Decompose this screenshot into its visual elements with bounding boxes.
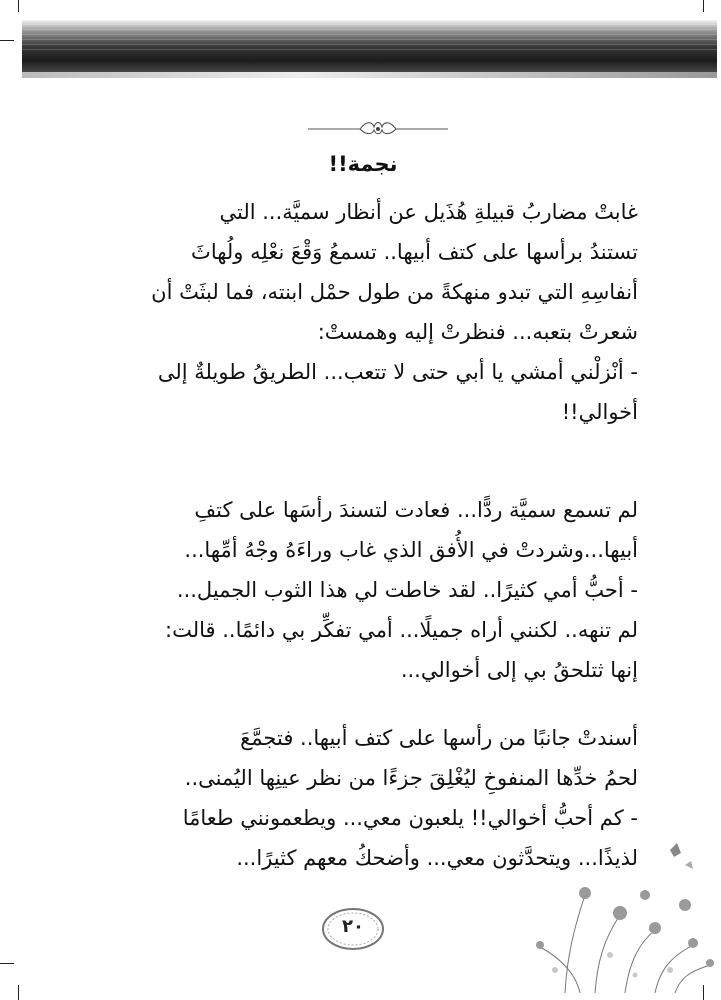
text-line: أخوالي!!	[561, 400, 638, 424]
text-line: أبيها...وشردتْ في الأُفق الذي غاب وراءَهُ وجْهُ أمِّها...	[184, 538, 638, 562]
crop-mark	[18, 0, 19, 12]
text-line: إنها ثتلحقُ بي إلى أخوالي...	[400, 658, 638, 682]
header-banner	[22, 20, 717, 78]
crop-mark	[0, 40, 14, 41]
crop-mark	[703, 0, 704, 12]
text-line: شعرتْ بتعبه... فنظرتْ إليه وهمستْ:	[317, 320, 638, 344]
text-line: - أحبُّ أمي كثيرًا.. لقد خاطت لي هذا الثوب الجميل...	[176, 578, 638, 602]
text-line: - أنْزلْني أمشي يا أبي حتى لا تتعب... الطريقُ طويلةٌ إلى	[157, 360, 638, 384]
text-line: تستندُ برأسها على كتف أبيها.. تسمعُ وَقْعَ نعْلِه ولُهاثَ	[191, 240, 638, 264]
crop-mark	[18, 985, 19, 1000]
text-line: أنفاسِهِ التي تبدو منهكةً من طول حمْل ابنته، فما لبثَتْ أن	[151, 280, 638, 304]
page-number: ٢٠	[342, 916, 364, 937]
text-line: أسندتْ جانبًا من رأسها على كتف أبيها.. فتجمَّعَ	[240, 726, 638, 750]
ornament-divider	[308, 118, 448, 138]
text-line: - كم أحبُّ أخوالي!! يلعبون معي... ويطعمونني طعامًا	[182, 806, 638, 830]
text-line: لم تسمع سميَّة ردًّا... فعادت لتسندَ رأسَها على كتفِ	[194, 498, 638, 522]
paragraph-1	[88, 192, 638, 432]
text-line: لم تنهه.. لكنني أراه جميلًا... أمي تفكِّر بي دائمًا.. قالت:	[165, 618, 638, 642]
paragraph-2	[88, 490, 638, 690]
text-line: لذيذًا... ويتحدَّثون معي... وأضحكُ معهم كثيرًا...	[236, 846, 638, 870]
text-line: لحمُ خدِّها المنفوخِ ليُغْلِقَ جزءًا من نظر عينِها اليُمنى..	[184, 766, 638, 790]
crop-mark	[0, 963, 14, 964]
page-title: نجمة!!	[328, 152, 398, 176]
banner-stripes	[22, 24, 717, 50]
text-line: غابتْ مضاربُ قبيلةِ هُذَيل عن أنظار سميَّة... التي	[219, 200, 638, 224]
flowers-decoration	[525, 835, 715, 995]
